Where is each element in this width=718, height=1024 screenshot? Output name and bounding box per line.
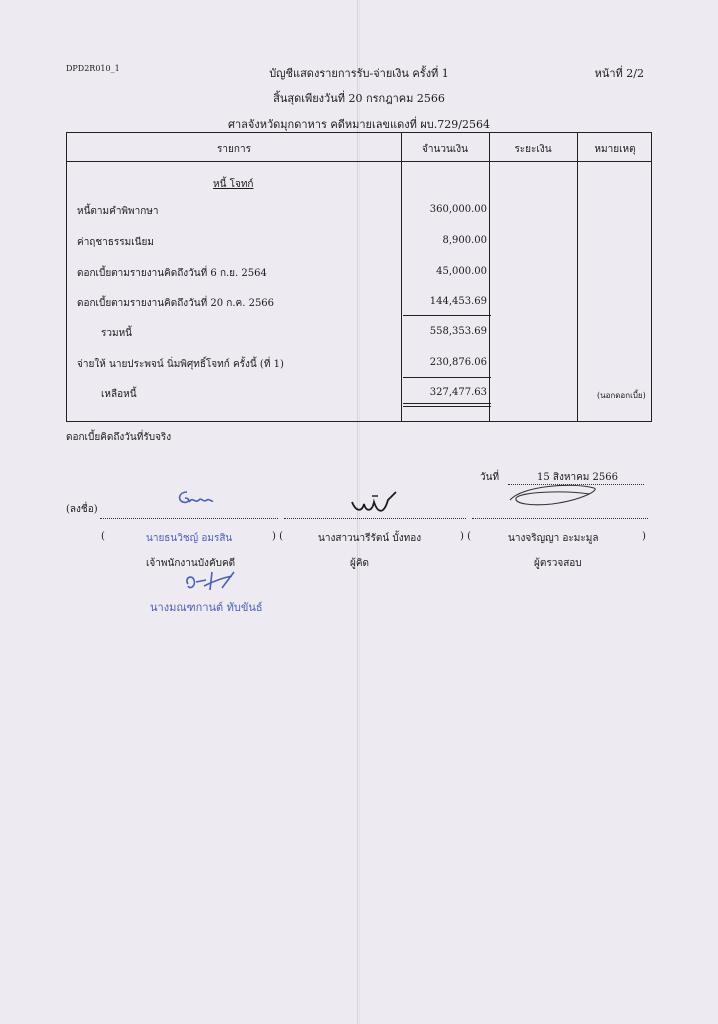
document-title: บัญชีแสดงรายการรับ-จ่ายเงิน ครั้งที่ 1 bbox=[269, 67, 449, 80]
date-value: 15 สิงหาคม 2566 bbox=[537, 472, 619, 483]
date-label: วันที่ bbox=[480, 472, 500, 483]
sign-label: (ลงชื่อ) bbox=[66, 504, 98, 515]
handwritten-signature-4 bbox=[182, 568, 242, 598]
signer-name-2: นางสาวนารีรัตน์ บั้งทอง bbox=[318, 533, 422, 544]
row-amount: 45,000.00 bbox=[436, 266, 487, 277]
doc-code: DPD2R010_1 bbox=[66, 64, 120, 73]
row-amount: 8,900.00 bbox=[442, 235, 487, 246]
col-header-period: ระยะเงิน bbox=[514, 144, 552, 155]
signer-name-3: นางจริญญา อะมะมูล bbox=[508, 533, 599, 544]
sum-rule bbox=[403, 377, 491, 378]
document-page: DPD2R010_1 บัญชีแสดงรายการรับ-จ่ายเงิน ครั้งที่ 1 หน้าที่ 2/2 สิ้นสุดเพียงวันที่ 20 กรกฎาคม 2566 ศาลจังหวัดมุกดาหาร คดีหมายเลขแดงที่ ผบ.729/2564 รายการ จำนวนเงิน ระยะเงิน หมายเหตุ หนี้ โจทก์ หนี้ตามคำพิพากษา 360,000.00 ค่าฤชาธรรมเนียม 8,900.00 ดอกเบี้ยตามรายงานคิดถึงวันที่ 6 ก.ย. 2564 45,000.00 ดอกเบี้ยตามรายงานคิดถึงวันที่ 20 ก.ค. 2566 144,453.69 รวมหนี้ 558,353.69 จ่ายให้ นายประพจน์ นิ่มพิศุทธิ์โจทก์ ครั้งนี้ (ที่ 1) 230,876.06 เหลือหนี้ 327,477.63 (นอกดอกเบี้ย) ดอกเบี้ยคิดถึงวันที่รับจริง วันที่ 15 สิงหาคม 2566 (ลงชื่อ) ( นายธนวิชญ์ อมรสิน ) ( นางสาวนารีรัตน์ บั้งทอง ) ( นางจริญญา อะมะมูล ) เจ้าพนักงานบังคับคดี ผู้คิด ผู้ตรวจสอบ นางมณฑกานต์ ทับขันธ์ bbox=[0, 0, 718, 1024]
row-label: ดอกเบี้ยตามรายงานคิดถึงวันที่ 20 ก.ค. 2566 bbox=[77, 298, 275, 309]
col-divider-1 bbox=[401, 133, 402, 421]
double-rule-top bbox=[403, 403, 491, 404]
col-divider-3 bbox=[577, 133, 578, 421]
paren-close-3: ) bbox=[642, 531, 646, 542]
row-amount: 360,000.00 bbox=[429, 204, 487, 215]
remaining-note: (นอกดอกเบี้ย) bbox=[597, 391, 646, 400]
row-label: ค่าฤชาธรรมเนียม bbox=[77, 237, 154, 248]
col-header-amount: จำนวนเงิน bbox=[422, 144, 468, 155]
paren-divider-1: ) ( bbox=[272, 531, 283, 542]
account-table bbox=[66, 132, 652, 422]
signer-name-1: นายธนวิชญ์ อมรสิน bbox=[146, 533, 233, 544]
signer-role-1: เจ้าพนักงานบังคับคดี bbox=[146, 558, 236, 569]
remaining-amount: 327,477.63 bbox=[429, 387, 487, 398]
header-divider bbox=[67, 161, 651, 162]
row-amount: 144,453.69 bbox=[429, 296, 487, 307]
paren-divider-2: ) ( bbox=[460, 531, 471, 542]
handwritten-signature-3 bbox=[502, 478, 602, 516]
remaining-label: เหลือหนี้ bbox=[101, 389, 137, 400]
row-label: ดอกเบี้ยตามรายงานคิดถึงวันที่ 6 ก.ย. 2564 bbox=[77, 268, 267, 279]
signature-line-1 bbox=[100, 518, 278, 519]
col-header-note: หมายเหตุ bbox=[594, 144, 636, 155]
section-heading: หนี้ โจทก์ bbox=[213, 179, 254, 190]
handwritten-signature-2 bbox=[348, 490, 404, 522]
sum-rule bbox=[403, 315, 491, 316]
page-number: หน้าที่ 2/2 bbox=[594, 67, 644, 80]
double-rule-bottom bbox=[403, 406, 491, 407]
payment-label: จ่ายให้ นายประพจน์ นิ่มพิศุทธิ์โจทก์ ครั้งนี้ (ที่ 1) bbox=[77, 359, 284, 370]
signer-role-2: ผู้คิด bbox=[350, 558, 370, 569]
signer-role-3: ผู้ตรวจสอบ bbox=[534, 558, 582, 569]
payment-amount: 230,876.06 bbox=[429, 357, 487, 368]
court-case: ศาลจังหวัดมุกดาหาร คดีหมายเลขแดงที่ ผบ.729/2564 bbox=[228, 118, 490, 131]
interest-footnote: ดอกเบี้ยคิดถึงวันที่รับจริง bbox=[66, 432, 172, 443]
handwritten-signature-1 bbox=[175, 488, 215, 516]
col-header-item: รายการ bbox=[217, 144, 251, 155]
total-amount: 558,353.69 bbox=[429, 326, 487, 337]
extra-signer-name: นางมณฑกานต์ ทับขันธ์ bbox=[150, 601, 263, 614]
document-subtitle: สิ้นสุดเพียงวันที่ 20 กรกฎาคม 2566 bbox=[273, 92, 445, 105]
signature-line-3 bbox=[472, 518, 648, 519]
total-label: รวมหนี้ bbox=[101, 328, 133, 339]
row-label: หนี้ตามคำพิพากษา bbox=[77, 206, 159, 217]
